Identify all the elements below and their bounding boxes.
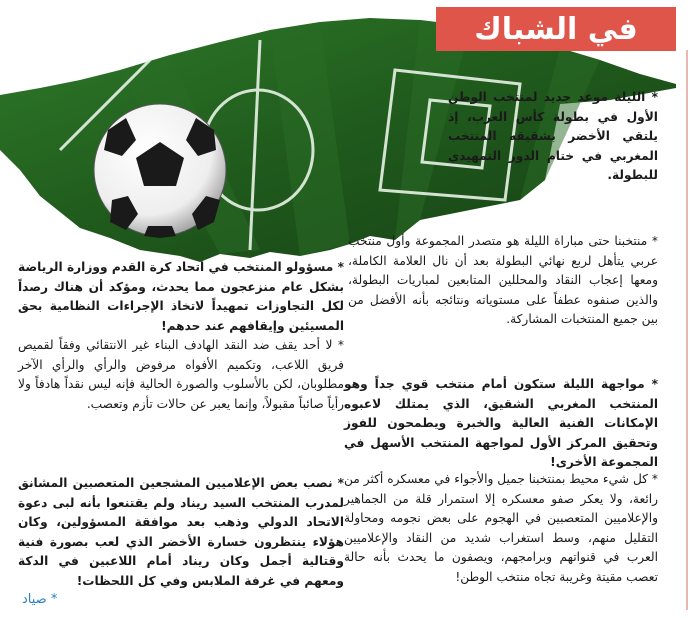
- football-icon: [94, 104, 226, 238]
- section-title: في الشباك: [474, 11, 638, 47]
- frame-divider: [686, 50, 688, 610]
- left-paragraph-2: * لا أحد يقف ضد النقد الهادف البناء غير الانتقائي وفقاً لقميص فريق اللاعب، وتكميم الأفواه مرفوض والرأي والرأي الآخر مطلوبان، لكن بالأسلوب والصورة الحالية فإنه ليس نقداً هادفاً ولا رأياً صائباً مقبولاً، وإنما يعبر عن حالات تأزم وتعصب.: [18, 338, 344, 411]
- right-paragraph-1: * الليلة موعد جديد لمنتخب الوطن الأول في بطولة كأس العرب، إذ يلتقي الأخضر بشقيقه المنتخب المغربي في ختام الدور التمهيدي للبطولة.: [448, 90, 658, 182]
- signature-star: *: [50, 592, 58, 607]
- right-paragraph-4: * كل شيء محيط بمنتخبنا جميل والأجواء في معسكره أكثر من رائعة، ولا يعكر صفو معسكره إلا استمرار قلة من الجماهير والإعلاميين المتعصبين في الهجوم على بعض نجومه ومحاولة التقليل منهم، وسط استغراب شديد من النقاد والإعلاميين العرب في قنواتهم وبرامجهم، ويصفون ما يحدث بأنه حالة تعصب مقيتة وغريبة تجاه منتخب الوطن!: [344, 472, 658, 584]
- author-signature: [22, 592, 57, 607]
- right-paragraph-2: * منتخبنا حتى مباراة الليلة هو متصدر المجموعة وأول منتخب عربي يتأهل لربع نهائي البطولة بعد أن نال العلامة الكاملة، ومعها إعجاب النقاد والمحللين المتابعين لمباريات البطولة، والذين صنفوه عطفاً على مستوياته ونتائجه بأنه الأفضل من بين جميع المنتخبات المشاركة.: [348, 234, 658, 326]
- left-paragraph-1: * مسؤولو المنتخب في اتحاد كرة القدم ووزارة الرياضة بشكل عام منزعجون مما يحدث، ومؤكد أن هناك رصداً لكل التجاوزات تمهيداً لاتخاذ الإجراءات النظامية بحق المسيئين وإيقافهم عند حدهم!: [18, 260, 344, 333]
- right-paragraph-3: * مواجهة الليلة ستكون أمام منتخب قوي جداً وهو المنتخب المغربي الشقيق، الذي يمتلك لاعبوه الإمكانات الفنية العالية والخبرة ويطمحون للفوز وتحقيق المركز الأول لمواجهة المنتخب الأسهل في المجموعة الأخرى!: [344, 377, 658, 469]
- section-header: [436, 7, 676, 51]
- left-paragraph-3: * نصب بعض الإعلاميين المشجعين المتعصبين المشانق لمدرب المنتخب السيد ريناد ولم يقتنعوا بأنه لبى دعوة الاتحاد الدولي وذهب بعد موافقة المسؤولين، وكان هؤلاء ينتظرون خسارة الأخضر الذي لعب بصورة فنية وقتالية أجمل وكان ريناد أمام اللاعبين في الدكة ومعهم في غرفة الملابس وفي كل اللحظات!: [18, 476, 344, 588]
- signature-name: صياد: [22, 592, 47, 607]
